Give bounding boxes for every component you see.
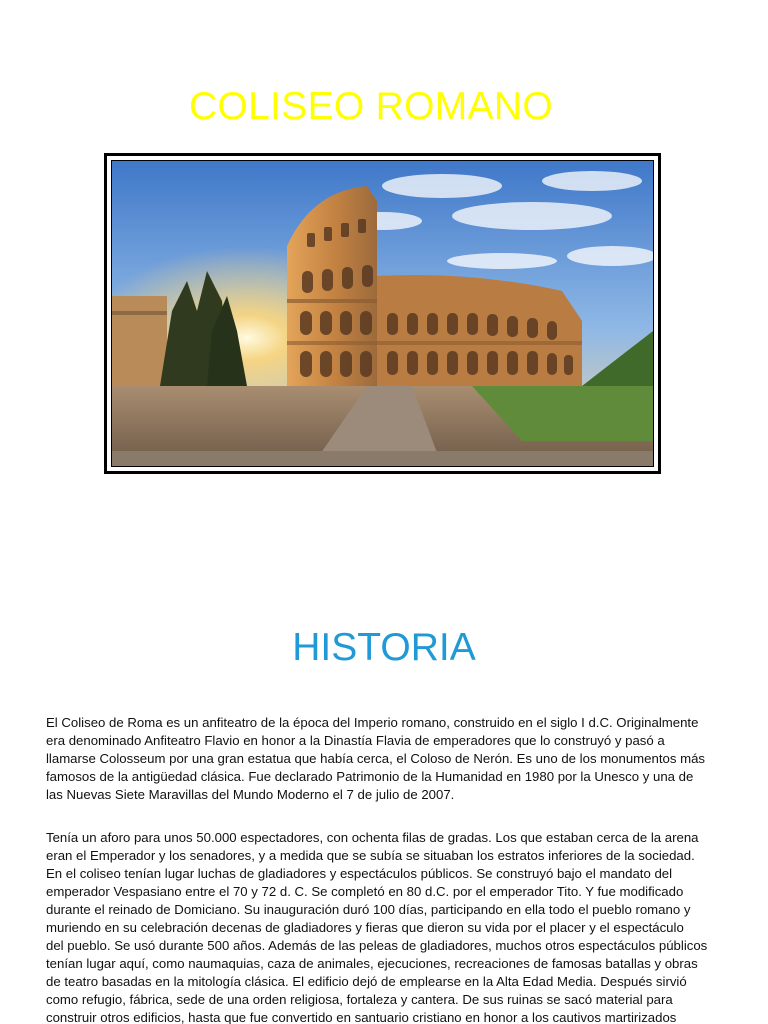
text-line: muriendo en su celebración decenas de gladiadores y fieras que dieron su vida por el placer y el espectáculo [46, 920, 684, 935]
text-line: las Nuevas Siete Maravillas del Mundo Moderno el 7 de julio de 2007. [46, 787, 455, 802]
colosseum-photo-frame [104, 153, 661, 474]
paragraph-intro [46, 714, 726, 804]
text-line: Tenía un aforo para unos 50.000 espectadores, con ochenta filas de gradas. Los que estaban cerca de la arena [46, 830, 699, 845]
colosseum-illustration [112, 161, 653, 466]
text-line: tenían lugar aquí, como naumaquias, caza de animales, ejecuciones, recreaciones de famosas batallas y obras [46, 956, 698, 971]
text-line: eran el Emperador y los senadores, y a medida que se subía se situaban los estratos inferiores de la sociedad. [46, 848, 695, 863]
text-line: emperador Vespasiano entre el 70 y 72 d. C. Se completó en 80 d.C. por el emperador Tito. Y fue modificado [46, 884, 684, 899]
text-line: llamarse Colosseum por una gran estatua que había cerca, el Coloso de Nerón. Es uno de los monumentos más [46, 751, 706, 766]
text-line: era denominado Anfiteatro Flavio en honor a la Dinastía Flavia de emperadores que lo construyó y pasó a [46, 733, 665, 748]
colosseum-photo [111, 160, 654, 467]
text-line: construir otros edificios, hasta que fue convertido en santuario cristiano en honor a los cautivos martirizados [46, 1010, 677, 1024]
page-title: COLISEO ROMANO [189, 85, 553, 128]
text-line: como refugio, fábrica, sede de una orden religiosa, fortaleza y cantera. De sus ruinas se sacó material para [46, 992, 673, 1007]
text-line: El Coliseo de Roma es un anfiteatro de la época del Imperio romano, construido en el siglo I d.C. Originalmente [46, 715, 699, 730]
section-heading-historia: HISTORIA [292, 626, 476, 669]
text-line: durante el reinado de Domiciano. Su inauguración duró 100 días, participando en ella todo el pueblo romano y [46, 902, 691, 917]
text-line: famosos de la antigüedad clásica. Fue declarado Patrimonio de la Humanidad en 1980 por la Unesco y una de [46, 769, 694, 784]
paragraph-history [46, 829, 726, 1024]
text-line: En el coliseo tenían lugar luchas de gladiadores y espectáculos públicos. Se construyó bajo el mandato del [46, 866, 673, 881]
text-line: del pueblo. Se usó durante 500 años. Además de las peleas de gladiadores, muchos otros espectáculos públicos [46, 938, 708, 953]
text-line: de teatro basadas en la mitología clásica. El edificio dejó de emplearse en la Alta Edad Media. Después sirvió [46, 974, 687, 989]
